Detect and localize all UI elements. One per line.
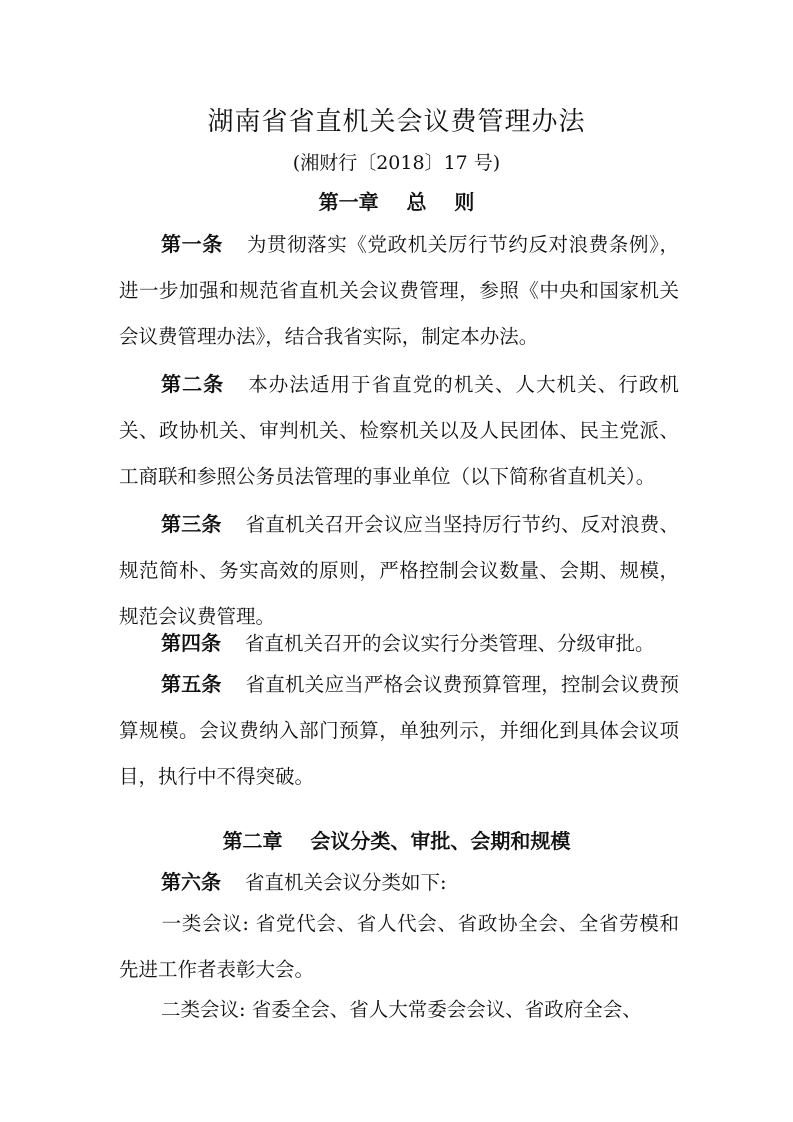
article-2	[119, 361, 679, 500]
category-text: 一类会议: 省党代会、省人代会、省政协全会、全省劳模和先进工作者表彰大会。	[119, 912, 679, 981]
article-1	[119, 221, 679, 360]
article-label: 第三条	[161, 512, 222, 536]
article-text: 省直机关召开会议应当坚持厉行节约、反对浪费、规范简朴、务实高效的原则，严格控制会议数量、会期、规模，规范会议费管理。	[119, 513, 679, 628]
article-5	[119, 661, 679, 800]
article-label: 第二条	[161, 372, 225, 396]
article-text: 省直机关应当严格会议费预算管理，控制会议费预算规模。会议费纳入部门预算，单独列示，并细化到具体会议项目，执行中不得突破。	[119, 673, 679, 788]
meeting-category-1	[119, 901, 679, 993]
article-text: 为贯彻落实《党政机关厉行节约反对浪费条例》，进一步加强和规范省直机关会议费管理，参照《中央和国家机关会议费管理办法》，结合我省实际，制定本办法。	[119, 233, 679, 348]
article-label: 第五条	[161, 672, 222, 696]
chapter-heading-1: 第一章 总 则	[318, 190, 475, 214]
meeting-category-2	[119, 987, 679, 1033]
article-4	[119, 620, 679, 667]
article-6	[119, 859, 679, 906]
article-text: 省直机关会议分类如下:	[245, 871, 447, 894]
article-text: 本办法适用于省直党的机关、人大机关、行政机关、政协机关、审判机关、检察机关以及人民团体、民主党派、工商联和参照公务员法管理的事业单位（以下简称省直机关）。	[119, 373, 679, 488]
article-label: 第六条	[161, 870, 221, 894]
document-title: 湖南省省直机关会议费管理办法	[207, 107, 586, 137]
article-label: 第四条	[161, 631, 221, 655]
article-text: 省直机关召开的会议实行分类管理、分级审批。	[245, 632, 655, 655]
article-label: 第一条	[161, 232, 223, 256]
category-text: 二类会议: 省委全会、省人大常委会会议、省政府全会、	[161, 998, 642, 1021]
document-number: (湘财行〔2018〕17 号)	[292, 152, 501, 174]
chapter-heading-2: 第二章 会议分类、审批、会期和规模	[222, 829, 571, 853]
